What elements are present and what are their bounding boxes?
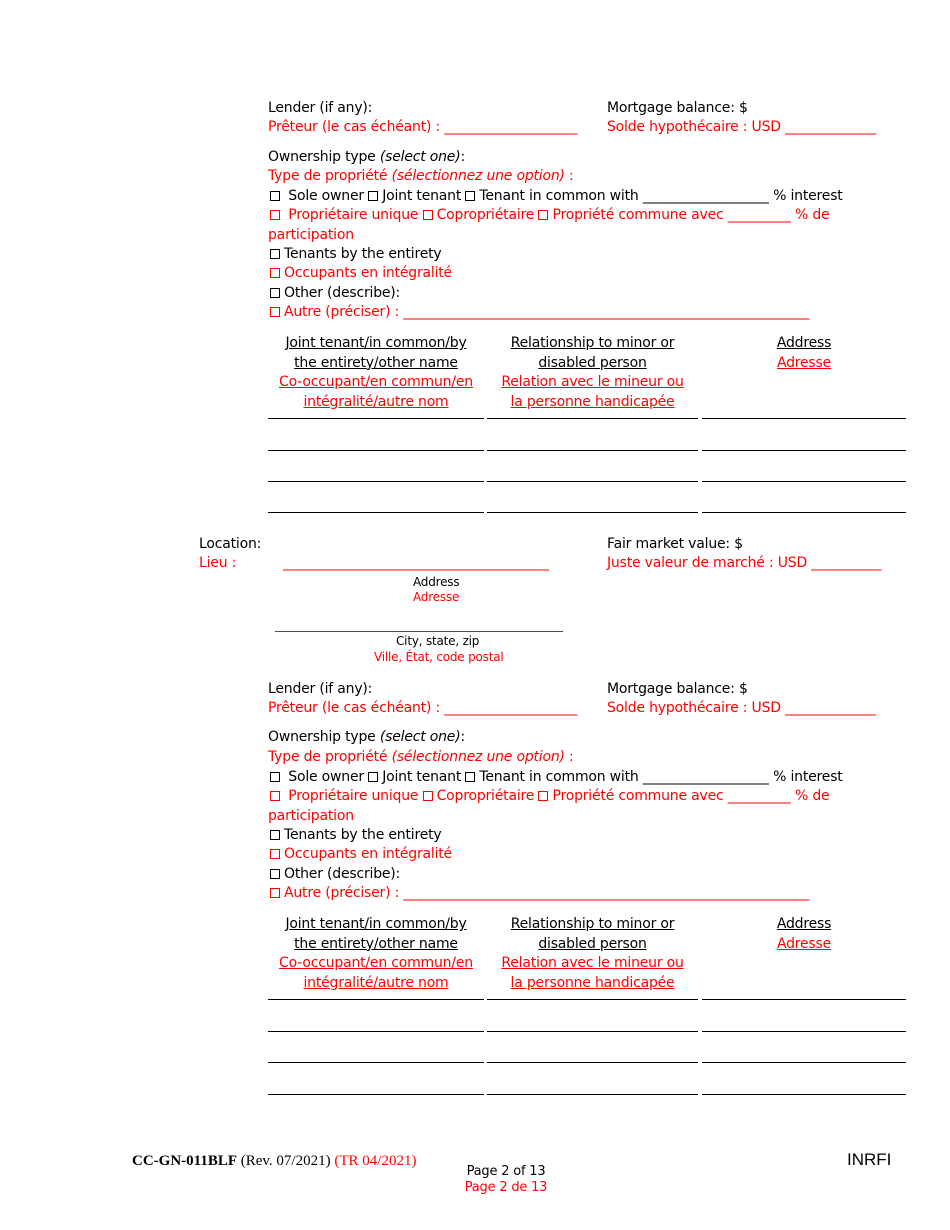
ownership-options-en (270, 768, 843, 787)
checkbox-icon (270, 191, 280, 201)
tenant-in-common-checkbox[interactable] (465, 769, 638, 785)
col-header-name (268, 334, 484, 412)
location-address-input[interactable]: ______________________________________ (283, 555, 549, 571)
col-header-relationship (487, 334, 698, 412)
checkbox-icon (538, 791, 548, 801)
colon: : (564, 168, 574, 184)
row-line-address[interactable] (702, 1031, 906, 1032)
ownership-hint-fr: (sélectionnez une option) (391, 749, 565, 765)
lender-label-fr (268, 118, 577, 137)
joint-tenant-checkbox-fr[interactable] (423, 788, 535, 804)
joint-tenant-checkbox-fr[interactable] (423, 207, 535, 223)
row-line-address[interactable] (702, 1062, 906, 1063)
ownership-hint-fr: (sélectionnez une option) (391, 168, 565, 184)
col-header-name-en-2: the entirety/other name (294, 354, 458, 371)
row-line-relationship[interactable] (487, 481, 698, 482)
entirety-checkbox[interactable] (270, 245, 442, 264)
lender-label-fr-text: Prêteur (le cas échéant) : (268, 119, 441, 135)
col-header-address-en: Address (776, 335, 832, 351)
col-header-rel-en-2: disabled person (538, 935, 647, 952)
checkbox-icon (270, 888, 280, 898)
row-line-relationship[interactable] (487, 450, 698, 451)
form-stamp: INRFI (847, 1150, 892, 1169)
ownership-label-en (268, 148, 465, 167)
ownership-label-en (268, 728, 465, 747)
row-line-relationship[interactable] (487, 1031, 698, 1032)
row-line-name[interactable] (268, 1062, 484, 1063)
sole-owner-label-fr: Propriétaire unique (288, 207, 419, 223)
row-line-relationship[interactable] (487, 1094, 698, 1095)
location-city-input[interactable]: ________________________________________________ (275, 618, 563, 632)
fmv-label-fr-text: Juste valeur de marché : USD (607, 555, 808, 571)
row-line-address[interactable] (702, 481, 906, 482)
ownership-options-fr (270, 206, 829, 225)
tenant-in-common-label: Tenant in common with (479, 769, 639, 785)
mortgage-label-en: Mortgage balance: $ (607, 681, 748, 697)
col-header-rel-en-1: Relationship to minor or (510, 916, 675, 932)
city-caption-en: City, state, zip (396, 634, 480, 648)
col-header-rel-fr-1: Relation avec le mineur ou (501, 374, 684, 390)
mortgage-label-fr (607, 699, 876, 718)
joint-tenant-label: Joint tenant (382, 188, 462, 204)
row-line-relationship[interactable] (487, 512, 698, 513)
checkbox-icon (368, 772, 378, 782)
ownership-label-fr-text: Type de propriété (268, 168, 388, 184)
interest-label-fr: % de (795, 207, 830, 223)
tenant-in-common-label-fr: Propriété commune avec (552, 207, 724, 223)
tenant-in-common-checkbox-fr[interactable] (538, 788, 723, 804)
colon: : (460, 729, 466, 745)
row-line-address[interactable] (702, 512, 906, 513)
checkbox-icon (368, 191, 378, 201)
fmv-label-en: Fair market value: $ (607, 536, 743, 552)
location-label-en: Location: (199, 536, 262, 552)
page-number-en: Page 2 of 13 (466, 1164, 546, 1179)
checkbox-icon (270, 307, 280, 317)
form-id (132, 1152, 416, 1171)
sole-owner-checkbox-fr[interactable] (270, 207, 418, 223)
joint-tenant-label: Joint tenant (382, 769, 462, 785)
interest-label-fr: % de (795, 788, 830, 804)
sole-owner-checkbox[interactable] (270, 769, 364, 785)
address-caption-fr: Adresse (413, 590, 460, 604)
tenant-in-common-label: Tenant in common with (479, 188, 639, 204)
sole-owner-label-fr: Propriétaire unique (288, 788, 419, 804)
interest-label: % interest (773, 769, 843, 785)
sole-owner-label: Sole owner (288, 188, 364, 204)
checkbox-icon (270, 830, 280, 840)
location-label-fr: Lieu : (199, 555, 237, 571)
lender-label-en: Lender (if any): (268, 100, 373, 116)
page-number (440, 1164, 572, 1196)
tenant-in-common-input-fr[interactable]: _________ (727, 788, 791, 804)
fmv-input[interactable]: __________ (811, 555, 882, 571)
interest-label-fr-cont: participation (268, 227, 354, 243)
col-header-name (268, 915, 484, 993)
row-line-name[interactable] (268, 1031, 484, 1032)
fmv-label-fr (607, 554, 881, 573)
entirety-label-fr: Occupants en intégralité (284, 265, 452, 281)
row-line-address[interactable] (702, 999, 906, 1000)
other-label-fr: Autre (préciser) : (284, 304, 400, 320)
col-header-rel-fr-2: la personne handicapée (510, 393, 675, 410)
checkbox-icon (465, 191, 475, 201)
city-caption-fr: Ville, État, code postal (374, 650, 504, 664)
other-checkbox[interactable] (270, 284, 400, 303)
col-header-relationship (487, 915, 698, 993)
entirety-checkbox-fr[interactable] (270, 264, 452, 283)
row-line-address[interactable] (702, 1094, 906, 1095)
tenant-in-common-checkbox[interactable] (465, 188, 638, 204)
other-checkbox-fr[interactable] (270, 303, 809, 322)
tenant-in-common-label-fr: Propriété commune avec (552, 788, 724, 804)
lender-label-en: Lender (if any): (268, 681, 373, 697)
checkbox-icon (270, 869, 280, 879)
tenant-in-common-checkbox-fr[interactable] (538, 207, 723, 223)
col-header-rel-fr-2: la personne handicapée (510, 974, 675, 991)
col-header-rel-fr-1: Relation avec le mineur ou (501, 955, 684, 971)
row-line-relationship[interactable] (487, 999, 698, 1000)
other-checkbox-fr[interactable] (270, 884, 809, 903)
form-code: CC-GN-011BLF (132, 1153, 237, 1169)
joint-tenant-checkbox[interactable] (368, 769, 461, 785)
other-label: Other (describe): (284, 285, 401, 301)
checkbox-icon (270, 791, 280, 801)
checkbox-icon (270, 249, 280, 259)
ownership-hint: (select one) (379, 149, 461, 165)
col-header-name-en-2: the entirety/other name (294, 935, 458, 952)
ownership-options-en (270, 187, 843, 206)
mortgage-label-fr (607, 118, 876, 137)
mortgage-input[interactable]: _____________ (785, 119, 877, 135)
joint-tenant-label-fr: Copropriétaire (436, 207, 535, 223)
col-header-name-en-1: Joint tenant/in common/by (285, 916, 467, 932)
colon: : (564, 749, 574, 765)
ownership-label-text: Ownership type (268, 729, 376, 745)
form-revision: (Rev. 07/2021) (240, 1153, 331, 1169)
entirety-label: Tenants by the entirety (284, 827, 442, 843)
tenant-in-common-input[interactable]: __________________ (642, 769, 769, 785)
checkbox-icon (538, 210, 548, 220)
row-line-name[interactable] (268, 512, 484, 513)
interest-label-fr-cont: participation (268, 808, 354, 824)
mortgage-label-fr-text: Solde hypothécaire : USD (607, 700, 781, 716)
checkbox-icon (465, 772, 475, 782)
row-line-address[interactable] (702, 418, 906, 419)
mortgage-input[interactable]: _____________ (785, 700, 877, 716)
checkbox-icon (423, 791, 433, 801)
checkbox-icon (270, 772, 280, 782)
col-header-rel-en-2: disabled person (538, 354, 647, 371)
row-line-name[interactable] (268, 999, 484, 1000)
other-label-fr: Autre (préciser) : (284, 885, 400, 901)
col-header-name-fr-1: Co-occupant/en commun/en (279, 374, 473, 390)
mortgage-label-en: Mortgage balance: $ (607, 100, 748, 116)
lender-input[interactable]: ___________________ (444, 700, 578, 716)
checkbox-icon (270, 288, 280, 298)
lender-input[interactable]: ___________________ (444, 119, 578, 135)
checkbox-icon (270, 268, 280, 278)
sole-owner-checkbox-fr[interactable] (270, 788, 418, 804)
ownership-label-fr (268, 748, 574, 767)
sole-owner-checkbox[interactable] (270, 188, 364, 204)
row-line-name[interactable] (268, 450, 484, 451)
entirety-checkbox-fr[interactable] (270, 845, 452, 864)
col-header-address (702, 915, 906, 954)
form-translation-date: (TR 04/2021) (334, 1153, 417, 1169)
col-header-address-fr: Adresse (776, 935, 832, 952)
checkbox-icon (270, 210, 280, 220)
entirety-label: Tenants by the entirety (284, 246, 442, 262)
col-header-address (702, 334, 906, 373)
row-line-name[interactable] (268, 1094, 484, 1095)
colon: : (460, 149, 466, 165)
other-input[interactable]: __________________________________________________________ (403, 885, 810, 901)
ownership-label-text: Ownership type (268, 149, 376, 165)
col-header-address-en: Address (776, 916, 832, 932)
ownership-label-fr-text: Type de propriété (268, 749, 388, 765)
sole-owner-label: Sole owner (288, 769, 364, 785)
col-header-name-fr-2: intégralité/autre nom (303, 974, 449, 991)
checkbox-icon (423, 210, 433, 220)
other-input[interactable]: __________________________________________________________ (403, 304, 810, 320)
ownership-hint: (select one) (379, 729, 461, 745)
page-number-fr: Page 2 de 13 (464, 1180, 548, 1195)
other-checkbox[interactable] (270, 865, 400, 884)
col-header-address-fr: Adresse (776, 354, 832, 371)
entirety-label-fr: Occupants en intégralité (284, 846, 452, 862)
joint-tenant-label-fr: Copropriétaire (436, 788, 535, 804)
col-header-name-fr-2: intégralité/autre nom (303, 393, 449, 410)
col-header-rel-en-1: Relationship to minor or (510, 335, 675, 351)
ownership-options-fr (270, 787, 829, 806)
joint-tenant-checkbox[interactable] (368, 188, 461, 204)
checkbox-icon (270, 849, 280, 859)
tenant-in-common-input-fr[interactable]: _________ (727, 207, 791, 223)
other-label: Other (describe): (284, 866, 401, 882)
lender-label-fr (268, 699, 577, 718)
row-line-relationship[interactable] (487, 1062, 698, 1063)
row-line-address[interactable] (702, 450, 906, 451)
row-line-name[interactable] (268, 481, 484, 482)
tenant-in-common-input[interactable]: __________________ (642, 188, 769, 204)
entirety-checkbox[interactable] (270, 826, 442, 845)
col-header-name-en-1: Joint tenant/in common/by (285, 335, 467, 351)
ownership-label-fr (268, 167, 574, 186)
col-header-name-fr-1: Co-occupant/en commun/en (279, 955, 473, 971)
mortgage-label-fr-text: Solde hypothécaire : USD (607, 119, 781, 135)
interest-label: % interest (773, 188, 843, 204)
lender-label-fr-text: Prêteur (le cas échéant) : (268, 700, 441, 716)
row-line-name[interactable] (268, 418, 484, 419)
row-line-relationship[interactable] (487, 418, 698, 419)
address-caption-en: Address (413, 575, 460, 589)
